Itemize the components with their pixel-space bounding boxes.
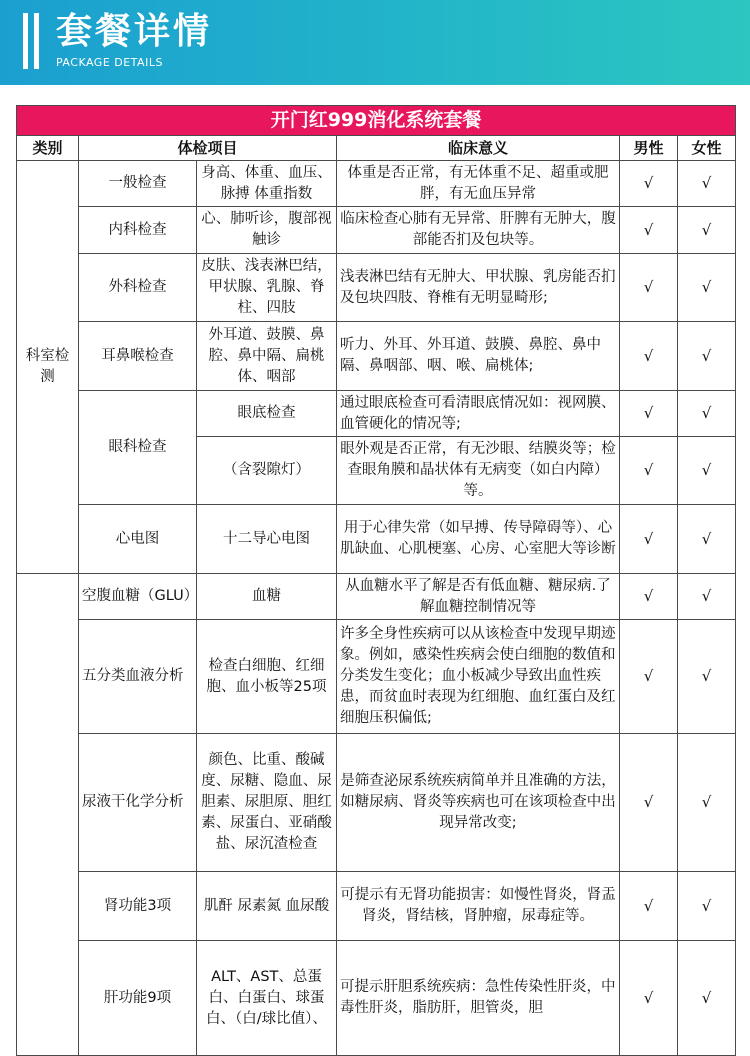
item-content: ALT、AST、总蛋白、白蛋白、球蛋白、（白/球比值）、 — [197, 941, 337, 1056]
clinical-meaning: 眼外观是否正常，有无沙眼、结膜炎等；检查眼角膜和晶状体有无病变（如白内障）等。 — [337, 437, 620, 505]
male-check: √ — [620, 574, 678, 620]
female-check: √ — [678, 872, 736, 941]
header-category: 类别 — [17, 136, 79, 161]
table-row — [17, 322, 736, 391]
item-content: 眼底检查 — [197, 391, 337, 437]
item-name: 外科检查 — [79, 254, 197, 322]
header-item: 体检项目 — [79, 136, 337, 161]
item-name: 耳鼻喉检查 — [79, 322, 197, 391]
clinical-meaning: 从血糖水平了解是否有低血糖、糖尿病.了解血糖控制情况等 — [337, 574, 620, 620]
item-name: 内科检查 — [79, 207, 197, 254]
table-title: 开门红999消化系统套餐 — [17, 106, 736, 136]
male-check: √ — [620, 505, 678, 574]
clinical-meaning: 浅表淋巴结有无肿大、甲状腺、乳房能否扪及包块四肢、脊椎有无明显畸形; — [337, 254, 620, 322]
header-meaning: 临床意义 — [337, 136, 620, 161]
female-check: √ — [678, 161, 736, 207]
item-content: 肌酐 尿素氮 血尿酸 — [197, 872, 337, 941]
item-name: 心电图 — [79, 505, 197, 574]
clinical-meaning: 听力、外耳、外耳道、鼓膜、鼻腔、鼻中隔、鼻咽部、咽、喉、扁桃体; — [337, 322, 620, 391]
table-row — [17, 620, 736, 734]
category-cell: 科室检测 — [17, 161, 79, 574]
clinical-meaning: 可提示肝胆系统疾病：急性传染性肝炎，中毒性肝炎，脂肪肝，胆管炎，胆 — [337, 941, 620, 1056]
table-row — [17, 207, 736, 254]
female-check: √ — [678, 391, 736, 437]
male-check: √ — [620, 941, 678, 1056]
table-row — [17, 941, 736, 1056]
item-content: （含裂隙灯） — [197, 437, 337, 505]
header-female: 女性 — [678, 136, 736, 161]
female-check: √ — [678, 734, 736, 872]
item-content: 外耳道、鼓膜、鼻腔、鼻中隔、扁桃体、咽部 — [197, 322, 337, 391]
page-title: 套餐详情 — [56, 11, 213, 52]
male-check: √ — [620, 207, 678, 254]
item-content: 检查白细胞、红细胞、血小板等25项 — [197, 620, 337, 734]
clinical-meaning: 是筛查泌尿系统疾病简单并且准确的方法，如糖尿病、肾炎等疾病也可在该项检查中出现异常改变; — [337, 734, 620, 872]
page-subtitle: PACKAGE DETAILS — [56, 56, 163, 69]
clinical-meaning: 许多全身性疾病可以从该检查中发现早期迹象。例如，感染性疾病会使白细胞的数值和分类发生变化；血小板减少导致出血性疾患，而贫血时表现为红细胞、血红蛋白及红细胞压积偏低; — [337, 620, 620, 734]
table-row — [17, 391, 736, 437]
table-row — [17, 734, 736, 872]
clinical-meaning: 通过眼底检查可看清眼底情况如：视网膜、血管硬化的情况等; — [337, 391, 620, 437]
category-cell — [17, 574, 79, 1056]
female-check: √ — [678, 574, 736, 620]
table-row — [17, 505, 736, 574]
item-name: 空腹血糖（GLU） — [79, 574, 197, 620]
male-check: √ — [620, 734, 678, 872]
header-banner — [0, 0, 750, 85]
item-name: 眼科检查 — [79, 391, 197, 505]
item-name: 五分类血液分析 — [79, 620, 197, 734]
male-check: √ — [620, 620, 678, 734]
female-check: √ — [678, 941, 736, 1056]
item-name: 肾功能3项 — [79, 872, 197, 941]
female-check: √ — [678, 620, 736, 734]
male-check: √ — [620, 254, 678, 322]
male-check: √ — [620, 391, 678, 437]
package-table — [16, 105, 736, 1056]
item-content: 皮肤、浅表淋巴结，甲状腺、乳腺、脊柱、四肢 — [197, 254, 337, 322]
female-check: √ — [678, 207, 736, 254]
female-check: √ — [678, 505, 736, 574]
item-name: 尿液干化学分析 — [79, 734, 197, 872]
item-name: 肝功能9项 — [79, 941, 197, 1056]
table-row — [17, 254, 736, 322]
item-content: 血糖 — [197, 574, 337, 620]
male-check: √ — [620, 872, 678, 941]
female-check: √ — [678, 322, 736, 391]
female-check: √ — [678, 254, 736, 322]
table-row — [17, 574, 736, 620]
item-content: 身高、体重、血压、脉搏 体重指数 — [197, 161, 337, 207]
male-check: √ — [620, 437, 678, 505]
clinical-meaning: 可提示有无肾功能损害：如慢性肾炎，肾盂肾炎，肾结核，肾肿瘤，尿毒症等。 — [337, 872, 620, 941]
clinical-meaning: 体重是否正常，有无体重不足、超重或肥胖，有无血压异常 — [337, 161, 620, 207]
header-male: 男性 — [620, 136, 678, 161]
clinical-meaning: 临床检查心肺有无异常、肝脾有无肿大，腹部能否扪及包块等。 — [337, 207, 620, 254]
item-name: 一般检查 — [79, 161, 197, 207]
item-content: 心、肺听诊，腹部视触诊 — [197, 207, 337, 254]
female-check: √ — [678, 437, 736, 505]
item-content: 颜色、比重、酸碱度、尿糖、隐血、尿胆素、尿胆原、胆红素、尿蛋白、亚硝酸盐、尿沉渣检查 — [197, 734, 337, 872]
table-row — [17, 872, 736, 941]
clinical-meaning: 用于心律失常（如早搏、传导障碍等）、心肌缺血、心肌梗塞、心房、心室肥大等诊断 — [337, 505, 620, 574]
table-row — [17, 161, 736, 207]
male-check: √ — [620, 161, 678, 207]
male-check: √ — [620, 322, 678, 391]
item-content: 十二导心电图 — [197, 505, 337, 574]
